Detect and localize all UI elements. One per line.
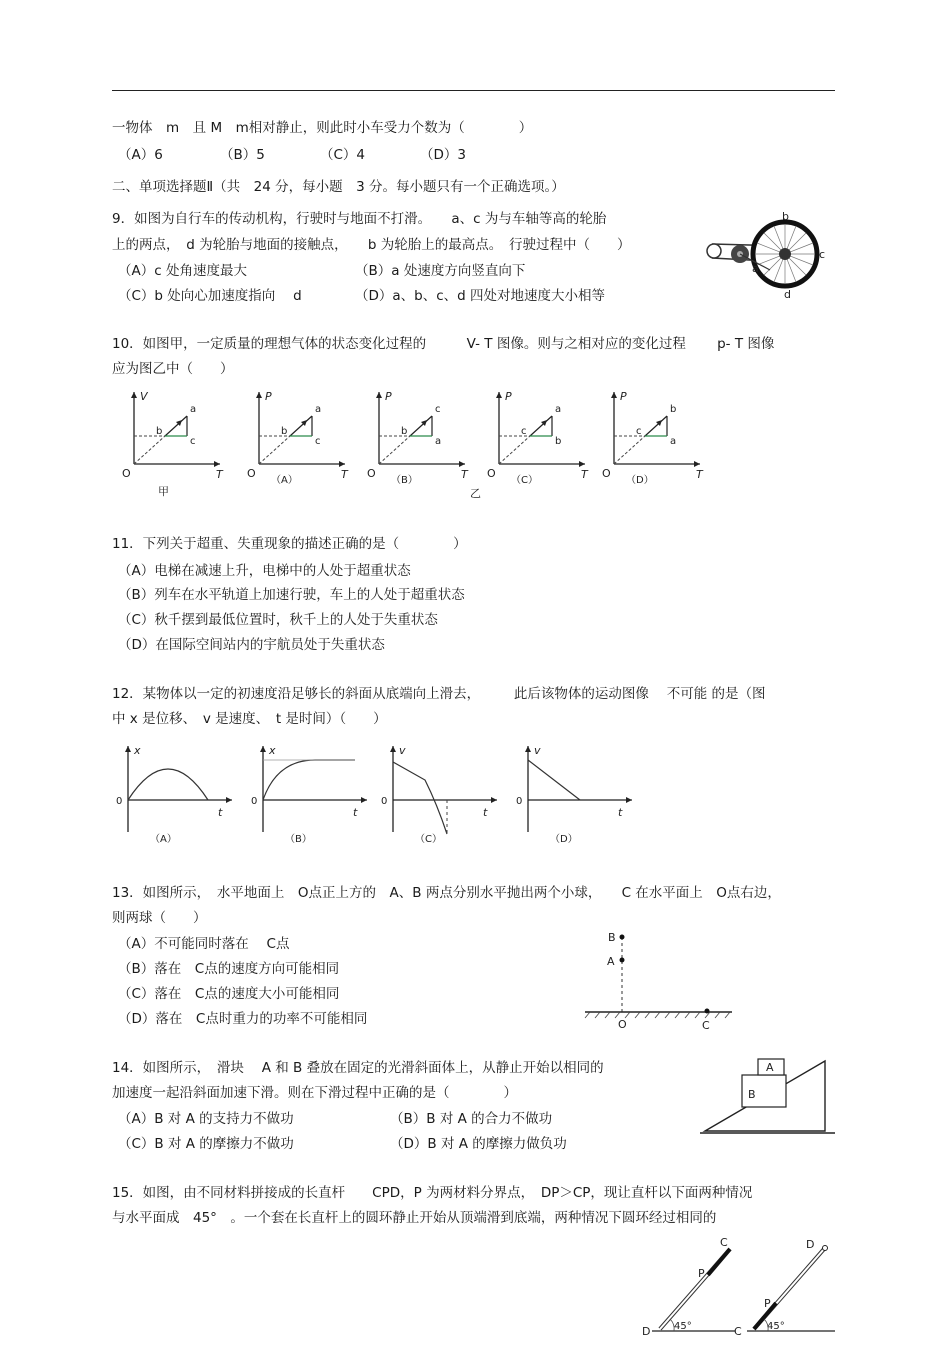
q13-option-c: （C）落在 C点的速度大小可能相同 — [118, 986, 340, 1002]
q10-graph-0-pt1: a — [190, 404, 197, 415]
q10-graph-0-xlabel: T — [216, 468, 223, 481]
q12-graph-1-caption: （B） — [285, 834, 312, 845]
left-rod-c: C — [720, 1236, 728, 1249]
bicycle-transmission-figure — [700, 210, 840, 305]
rods-figure — [640, 1235, 840, 1340]
q10-graph-0-pt2: b — [156, 426, 163, 437]
q14-line2: 加速度一起沿斜面加速下滑。则在下滑过程中正确的是（ ） — [112, 1085, 517, 1101]
q10-graph-1-xlabel: T — [341, 468, 348, 481]
q10-graph-1-pt3: c — [315, 436, 321, 447]
q12-graph-0-ylabel: x — [134, 744, 141, 757]
q14-option-b: （B）B 对 A 的合力不做功 — [390, 1111, 553, 1127]
q12-graph-3-origin: 0 — [516, 796, 523, 807]
q12-graph-1-ylabel: x — [269, 744, 276, 757]
right-rod-c: C — [734, 1325, 742, 1338]
q10-line2: 应为图乙中（ ） — [112, 361, 234, 377]
q15-line1: 15．如图，由不同材料拼接成的长直杆 CPD，P 为两材料分界点， DP＞CP，现让直杆以下面两种情况 — [112, 1185, 753, 1201]
q9-line2: 上的两点， d 为轮胎与地面的接触点， b 为轮胎上的最高点。 行驶过程中（ ） — [112, 237, 631, 253]
q10-graph-3 — [485, 388, 595, 498]
point-c-label: C — [702, 1019, 710, 1032]
q10-graph-3-pt2: c — [521, 426, 527, 437]
q12-graph-2 — [375, 742, 505, 847]
q10-graph-1-pt1: a — [315, 404, 322, 415]
q12-graph-1 — [245, 742, 375, 847]
q13-option-a: （A）不可能同时落在 C点 — [118, 936, 290, 952]
q10-graph-3-ylabel: P — [505, 390, 512, 403]
q9-option-b: （B）a 处速度方向竖直向下 — [355, 263, 526, 279]
right-rod-d: D — [806, 1238, 815, 1251]
left-rod-d: D — [642, 1325, 651, 1338]
section-heading: 二、单项选择题Ⅱ（共 24 分，每小题 3 分。每小题只有一个正确选项。） — [112, 179, 565, 195]
q10-graph-0-ylabel: V — [140, 390, 148, 403]
q10-graph-2 — [365, 388, 475, 498]
left-rod-p: P — [698, 1267, 705, 1280]
q12-graph-2-ylabel: v — [399, 744, 406, 757]
q10-graph-3-pt1: a — [555, 404, 562, 415]
q10-graph-1-origin: O — [247, 467, 256, 480]
q10-graph-1 — [245, 388, 355, 498]
point-o-label: O — [618, 1018, 627, 1031]
q10-graph-4-pt3: a — [670, 436, 677, 447]
q10-label-jia — [150, 480, 180, 500]
q10-graph-3-caption: （C） — [511, 475, 538, 486]
q10-graph-4-caption: （D） — [626, 475, 654, 486]
q9-option-c: （C）b 处向心加速度指向 d — [118, 288, 302, 304]
q10-graph-4 — [600, 388, 710, 498]
q11-option-c: （C）秋千摆到最低位置时，秋千上的人处于失重状态 — [118, 612, 438, 628]
q14-line1: 14．如图所示， 滑块 A 和 B 叠放在固定的光滑斜面体上，从静止开始以相同的 — [112, 1060, 604, 1076]
q8-stem: 一物体 m 且 M m相对静止，则此时小车受力个数为（ ） — [112, 120, 533, 136]
q14-option-a: （A）B 对 A 的支持力不做功 — [118, 1111, 294, 1127]
q10-line1: 10．如图甲，一定质量的理想气体的状态变化过程的 V- T 图像。则与之相对应的变化过程 p- T 图像 — [112, 336, 775, 352]
q10-graph-3-pt3: b — [555, 436, 562, 447]
q10-graph-0-origin: O — [122, 467, 131, 480]
q13-line1: 13．如图所示， 水平地面上 O点正上方的 A、B 两点分别水平抛出两个小球， C 在水平面上 O点右边， — [112, 885, 781, 901]
q13-option-d: （D）落在 C点时重力的功率不可能相同 — [118, 1011, 368, 1027]
q10-graph-2-ylabel: P — [385, 390, 392, 403]
q12-graph-0-caption: （A） — [150, 834, 177, 845]
block-a-label: A — [766, 1061, 774, 1074]
q10-graph-2-origin: O — [367, 467, 376, 480]
q10-graph-4-origin: O — [602, 467, 611, 480]
wheel-label-a: a — [752, 262, 759, 275]
q12-graph-1-origin: 0 — [251, 796, 258, 807]
q10-graph-2-pt2: b — [401, 426, 408, 437]
q10-graph-1-ylabel: P — [265, 390, 272, 403]
q10-graph-4-ylabel: P — [620, 390, 627, 403]
right-rod-angle: 45° — [767, 1321, 785, 1332]
q12-graph-1-xlabel: t — [353, 806, 358, 819]
q12-graph-3-ylabel: v — [534, 744, 541, 757]
q12-graph-3 — [510, 742, 640, 847]
q11-stem: 11．下列关于超重、失重现象的描述正确的是（ ） — [112, 536, 467, 552]
q11-option-b: （B）列车在水平轨道上加速行驶，车上的人处于超重状态 — [118, 587, 465, 603]
wheel-label-d: d — [784, 288, 791, 301]
q10-graph-1-caption: （A） — [271, 475, 298, 486]
q8-option-d: （D）3 — [420, 147, 466, 163]
q8-option-c: （C）4 — [320, 147, 366, 163]
q12-line1: 12．某物体以一定的初速度沿足够长的斜面从底端向上滑去， 此后该物体的运动图像 不可能 的是（图 — [112, 686, 766, 702]
q12-graph-3-xlabel: t — [618, 806, 623, 819]
q14-option-d: （D）B 对 A 的摩擦力做负功 — [390, 1136, 567, 1152]
q9-line1: 9．如图为自行车的传动机构，行驶时与地面不打滑。 a、c 为与车轴等高的轮胎 — [112, 211, 607, 227]
q9-option-d: （D）a、b、c、d 四处对地速度大小相等 — [355, 288, 606, 304]
point-a-label: A — [607, 955, 615, 968]
wheel-label-b: b — [782, 210, 789, 223]
q10-graph-2-caption: （B） — [391, 475, 418, 486]
q10-graph-1-pt2: b — [281, 426, 288, 437]
q12-graph-2-origin: 0 — [381, 796, 388, 807]
q11-option-a: （A）电梯在减速上升，电梯中的人处于超重状态 — [118, 563, 411, 579]
q10-graph-2-pt1: c — [435, 404, 441, 415]
point-b-label: B — [608, 931, 616, 944]
q10-label-yi — [466, 482, 496, 502]
q13-line2: 则两球（ ） — [112, 910, 207, 926]
header-rule — [112, 90, 835, 91]
q8-option-b: （B）5 — [220, 147, 265, 163]
q13-option-b: （B）落在 C点的速度方向可能相同 — [118, 961, 340, 977]
q12-graph-0-origin: 0 — [116, 796, 123, 807]
q10-graph-2-xlabel: T — [461, 468, 468, 481]
right-rod-p: P — [764, 1297, 771, 1310]
q10-graph-3-origin: O — [487, 467, 496, 480]
q15-line2: 与水平面成 45° 。一个套在长直杆上的圆环静止开始从顶端滑到底端，两种情况下圆环经过相同的 — [112, 1210, 717, 1226]
q10-graph-4-pt1: b — [670, 404, 677, 415]
wheel-label-c: c — [819, 248, 826, 261]
block-b-label: B — [748, 1088, 756, 1101]
q10-graph-0-pt3: c — [190, 436, 196, 447]
q12-graph-2-xlabel: t — [483, 806, 488, 819]
left-rod-angle: 45° — [674, 1321, 692, 1332]
q12-graph-2-caption: （C） — [415, 834, 442, 845]
q8-option-a: （A）6 — [118, 147, 163, 163]
incline-blocks-figure — [700, 1055, 840, 1140]
q12-graph-3-caption: （D） — [550, 834, 578, 845]
q10-graph-4-xlabel: T — [696, 468, 703, 481]
q11-option-d: （D）在国际空间站内的宇航员处于失重状态 — [118, 637, 385, 653]
q10-yi-text: 乙 — [470, 487, 481, 500]
q9-option-a: （A）c 处角速度最大 — [118, 263, 247, 279]
q12-line2: 中 x 是位移、 v 是速度、 t 是时间）（ ） — [112, 711, 387, 727]
q14-option-c: （C）B 对 A 的摩擦力不做功 — [118, 1136, 294, 1152]
q12-graph-0 — [110, 742, 240, 847]
q10-graph-2-pt3: a — [435, 436, 442, 447]
projectile-figure — [580, 925, 740, 1035]
q10-graph-4-pt2: c — [636, 426, 642, 437]
q12-graph-0-xlabel: t — [218, 806, 223, 819]
q10-jia-text: 甲 — [158, 485, 169, 498]
q10-graph-3-xlabel: T — [581, 468, 588, 481]
